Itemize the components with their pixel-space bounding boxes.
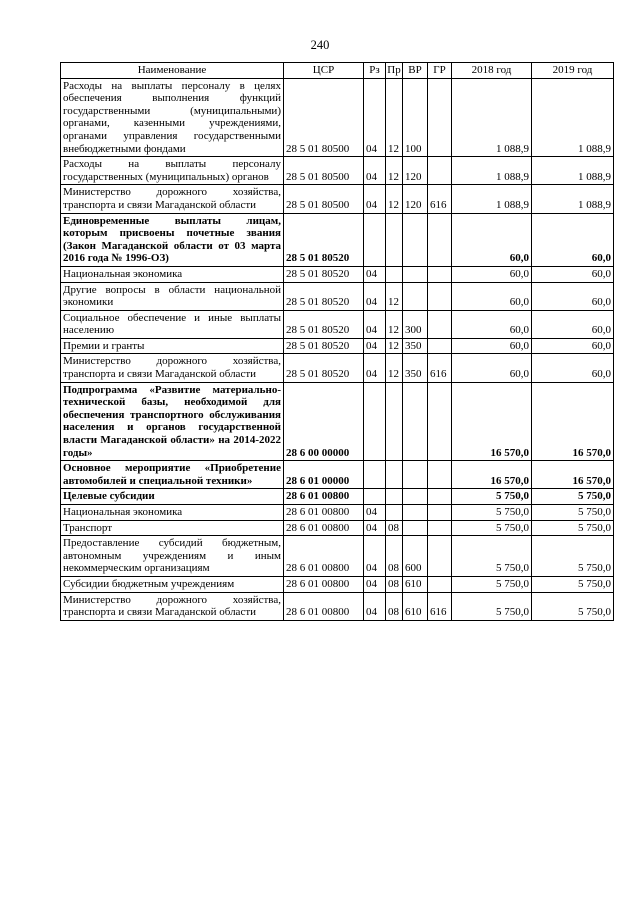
cell-pr: 12	[386, 338, 403, 354]
cell-csr: 28 5 01 80520	[284, 266, 364, 282]
cell-2019: 1 088,9	[532, 78, 614, 157]
cell-pr: 12	[386, 282, 403, 310]
cell-rz: 04	[364, 78, 386, 157]
cell-csr: 28 6 01 00800	[284, 536, 364, 577]
table-row	[61, 505, 614, 521]
table-row	[61, 576, 614, 592]
cell-pr	[386, 489, 403, 505]
cell-2019: 5 750,0	[532, 505, 614, 521]
cell-vr	[403, 382, 428, 461]
cell-2018: 5 750,0	[452, 592, 532, 620]
cell-rz: 04	[364, 338, 386, 354]
cell-csr: 28 6 00 00000	[284, 382, 364, 461]
cell-rz	[364, 382, 386, 461]
cell-gr	[428, 382, 452, 461]
cell-2019: 5 750,0	[532, 536, 614, 577]
cell-gr	[428, 282, 452, 310]
table-header-row	[61, 63, 614, 79]
cell-vr: 610	[403, 592, 428, 620]
cell-pr	[386, 505, 403, 521]
table-row	[61, 157, 614, 185]
cell-2018: 60,0	[452, 354, 532, 382]
table-row	[61, 354, 614, 382]
cell-rz: 04	[364, 157, 386, 185]
header-vr: ВР	[403, 63, 428, 79]
cell-vr: 600	[403, 536, 428, 577]
cell-csr: 28 6 01 00800	[284, 489, 364, 505]
cell-pr	[386, 461, 403, 489]
cell-2018: 16 570,0	[452, 461, 532, 489]
cell-2019: 5 750,0	[532, 576, 614, 592]
cell-vr	[403, 266, 428, 282]
cell-csr: 28 5 01 80520	[284, 282, 364, 310]
cell-rz: 04	[364, 520, 386, 536]
cell-vr: 120	[403, 157, 428, 185]
cell-csr: 28 5 01 80520	[284, 310, 364, 338]
cell-vr: 100	[403, 78, 428, 157]
cell-2018: 5 750,0	[452, 505, 532, 521]
table-row	[61, 461, 614, 489]
cell-csr: 28 6 01 00000	[284, 461, 364, 489]
cell-rz: 04	[364, 576, 386, 592]
cell-rz	[364, 213, 386, 266]
cell-2019: 60,0	[532, 310, 614, 338]
table-row	[61, 185, 614, 213]
cell-csr: 28 5 01 80520	[284, 338, 364, 354]
cell-2018: 16 570,0	[452, 382, 532, 461]
cell-name: Министерство дорожного хозяйства, транспорта и связи Магаданской области	[61, 592, 284, 620]
cell-2019: 60,0	[532, 266, 614, 282]
cell-2019: 1 088,9	[532, 157, 614, 185]
cell-gr	[428, 338, 452, 354]
cell-gr	[428, 461, 452, 489]
cell-2018: 60,0	[452, 282, 532, 310]
table-row	[61, 592, 614, 620]
cell-2019: 16 570,0	[532, 382, 614, 461]
cell-2018: 60,0	[452, 213, 532, 266]
cell-rz: 04	[364, 282, 386, 310]
cell-name: Подпрограмма «Развитие материально-технической базы, необходимой для обеспечения транспортного обслуживания населения и органов государственной власти Магаданской области» на 2014-2022 годы»	[61, 382, 284, 461]
cell-2018: 5 750,0	[452, 520, 532, 536]
table-row	[61, 310, 614, 338]
table-row	[61, 536, 614, 577]
cell-csr: 28 5 01 80500	[284, 157, 364, 185]
cell-csr: 28 6 01 00800	[284, 520, 364, 536]
cell-2018: 60,0	[452, 310, 532, 338]
cell-pr	[386, 266, 403, 282]
page-number: 240	[310, 38, 330, 52]
cell-name: Премии и гранты	[61, 338, 284, 354]
cell-vr	[403, 461, 428, 489]
cell-2018: 1 088,9	[452, 185, 532, 213]
cell-csr: 28 5 01 80500	[284, 78, 364, 157]
cell-pr: 12	[386, 185, 403, 213]
cell-name: Субсидии бюджетным учреждениям	[61, 576, 284, 592]
cell-2018: 1 088,9	[452, 78, 532, 157]
cell-name: Основное мероприятие «Приобретение автомобилей и специальной техники»	[61, 461, 284, 489]
cell-vr	[403, 282, 428, 310]
cell-name: Социальное обеспечение и иные выплаты населению	[61, 310, 284, 338]
cell-2019: 5 750,0	[532, 592, 614, 620]
cell-name: Транспорт	[61, 520, 284, 536]
table-body	[61, 78, 614, 620]
cell-gr: 616	[428, 185, 452, 213]
cell-2018: 5 750,0	[452, 576, 532, 592]
cell-vr	[403, 520, 428, 536]
cell-2019: 5 750,0	[532, 489, 614, 505]
cell-2018: 5 750,0	[452, 536, 532, 577]
table-row	[61, 78, 614, 157]
cell-name: Министерство дорожного хозяйства, транспорта и связи Магаданской области	[61, 354, 284, 382]
cell-name: Национальная экономика	[61, 505, 284, 521]
cell-pr: 08	[386, 536, 403, 577]
cell-gr	[428, 310, 452, 338]
cell-pr: 08	[386, 592, 403, 620]
cell-rz: 04	[364, 505, 386, 521]
header-name: Наименование	[61, 63, 284, 79]
cell-rz: 04	[364, 592, 386, 620]
cell-gr	[428, 489, 452, 505]
cell-name: Расходы на выплаты персоналу государственных (муниципальных) органов	[61, 157, 284, 185]
header-2019: 2019 год	[532, 63, 614, 79]
cell-csr: 28 5 01 80520	[284, 213, 364, 266]
cell-pr: 08	[386, 520, 403, 536]
cell-name: Национальная экономика	[61, 266, 284, 282]
table-row	[61, 338, 614, 354]
cell-vr	[403, 489, 428, 505]
cell-pr	[386, 382, 403, 461]
cell-vr	[403, 213, 428, 266]
cell-2019: 1 088,9	[532, 185, 614, 213]
header-csr: ЦСР	[284, 63, 364, 79]
cell-rz	[364, 461, 386, 489]
cell-2019: 60,0	[532, 338, 614, 354]
cell-csr: 28 5 01 80500	[284, 185, 364, 213]
cell-rz: 04	[364, 354, 386, 382]
cell-2018: 1 088,9	[452, 157, 532, 185]
cell-pr: 12	[386, 310, 403, 338]
table-row	[61, 282, 614, 310]
cell-2018: 60,0	[452, 338, 532, 354]
cell-name: Расходы на выплаты персоналу в целях обеспечения выполнения функций государственными (муниципальными) органами, казенными учреждениями, органами управления государственными внебюджетными фондами	[61, 78, 284, 157]
cell-pr: 12	[386, 354, 403, 382]
cell-gr	[428, 266, 452, 282]
cell-rz: 04	[364, 185, 386, 213]
cell-2019: 5 750,0	[532, 520, 614, 536]
cell-pr: 08	[386, 576, 403, 592]
header-pr: Пр	[386, 63, 403, 79]
cell-gr: 616	[428, 592, 452, 620]
cell-name: Единовременные выплаты лицам, которым присвоены почетные звания (Закон Магаданской области от 03 марта 2016 года № 1996-ОЗ)	[61, 213, 284, 266]
cell-pr	[386, 213, 403, 266]
cell-gr	[428, 157, 452, 185]
cell-rz: 04	[364, 266, 386, 282]
cell-2019: 60,0	[532, 213, 614, 266]
cell-csr: 28 6 01 00800	[284, 505, 364, 521]
cell-gr	[428, 78, 452, 157]
cell-name: Целевые субсидии	[61, 489, 284, 505]
header-2018: 2018 год	[452, 63, 532, 79]
cell-vr: 300	[403, 310, 428, 338]
cell-gr	[428, 213, 452, 266]
header-gr: ГР	[428, 63, 452, 79]
table-row	[61, 489, 614, 505]
table-row	[61, 266, 614, 282]
cell-gr	[428, 505, 452, 521]
cell-csr: 28 5 01 80520	[284, 354, 364, 382]
cell-pr: 12	[386, 78, 403, 157]
cell-gr	[428, 536, 452, 577]
table-row	[61, 382, 614, 461]
cell-gr	[428, 520, 452, 536]
table-row	[61, 520, 614, 536]
cell-name: Другие вопросы в области национальной экономики	[61, 282, 284, 310]
cell-gr	[428, 576, 452, 592]
cell-name: Предоставление субсидий бюджетным, автономным учреждениям и иным некоммерческим организациям	[61, 536, 284, 577]
table-row	[61, 213, 614, 266]
cell-vr: 350	[403, 354, 428, 382]
cell-2018: 60,0	[452, 266, 532, 282]
cell-name: Министерство дорожного хозяйства, транспорта и связи Магаданской области	[61, 185, 284, 213]
cell-rz	[364, 489, 386, 505]
budget-table	[60, 62, 614, 621]
cell-2018: 5 750,0	[452, 489, 532, 505]
cell-vr: 120	[403, 185, 428, 213]
cell-2019: 16 570,0	[532, 461, 614, 489]
cell-vr: 610	[403, 576, 428, 592]
cell-2019: 60,0	[532, 354, 614, 382]
cell-rz: 04	[364, 536, 386, 577]
cell-rz: 04	[364, 310, 386, 338]
cell-pr: 12	[386, 157, 403, 185]
cell-2019: 60,0	[532, 282, 614, 310]
cell-csr: 28 6 01 00800	[284, 592, 364, 620]
header-rz: Рз	[364, 63, 386, 79]
cell-gr: 616	[428, 354, 452, 382]
cell-vr: 350	[403, 338, 428, 354]
cell-csr: 28 6 01 00800	[284, 576, 364, 592]
cell-vr	[403, 505, 428, 521]
